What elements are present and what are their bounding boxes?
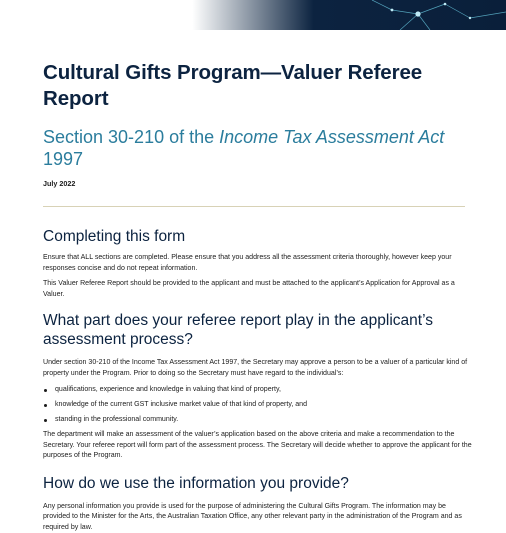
section-paragraph: This Valuer Referee Report should be provided to the applicant and must be attached to the applicant’s Application for Approval as a Valuer. [43,279,473,300]
document-title: Cultural Gifts Program—Valuer Referee Report [43,60,473,112]
section-heading: How do we use the information you provide? [43,474,473,493]
subtitle-prefix: Section 30-210 of the [43,127,219,147]
section-heading: Completing this form [43,227,473,246]
header-banner [0,0,506,30]
subtitle-act-name: Income Tax Assessment Act [219,127,444,147]
section-heading: What part does your referee report play in the applicant’s assessment process? [43,311,473,349]
list-item: knowledge of the current GST inclusive market value of that kind of property, and [43,400,473,411]
divider [43,206,465,207]
subtitle-suffix: 1997 [43,149,83,169]
network-graphic [0,0,506,30]
document-body [43,60,473,533]
document-subtitle [43,126,473,170]
document-date: July 2022 [43,179,473,188]
criteria-list [43,385,473,426]
section-information-use [43,474,473,533]
section-paragraph: Any personal information you provide is used for the purpose of administering the Cultural Gifts Program. The information may be provided to the Minister for the Arts, the Australian Taxation Office, any other relevant party in the administration of the Program and as required by law. [43,502,473,533]
list-item: qualifications, experience and knowledge in valuing that kind of property, [43,385,473,396]
section-paragraph: Ensure that ALL sections are completed. Please ensure that you address all the assessment criteria thoroughly, however keep your responses concise and do not repeat information. [43,253,473,274]
section-paragraph: Under section 30-210 of the Income Tax Assessment Act 1997, the Secretary may approve a person to be a valuer of a particular kind of property under the Program. Prior to doing so the Secretary must have regard to the individual’s: [43,358,473,379]
section-referee-role [43,311,473,462]
section-paragraph: The department will make an assessment of the valuer’s application based on the above criteria and make a recommendation to the Secretary. Your referee report will form part of the assessment process. The Secretary will decide whether to approve the applicant for the purposes of the Program. [43,430,473,462]
section-completing-form [43,227,473,300]
list-item: standing in the professional community. [43,415,473,426]
